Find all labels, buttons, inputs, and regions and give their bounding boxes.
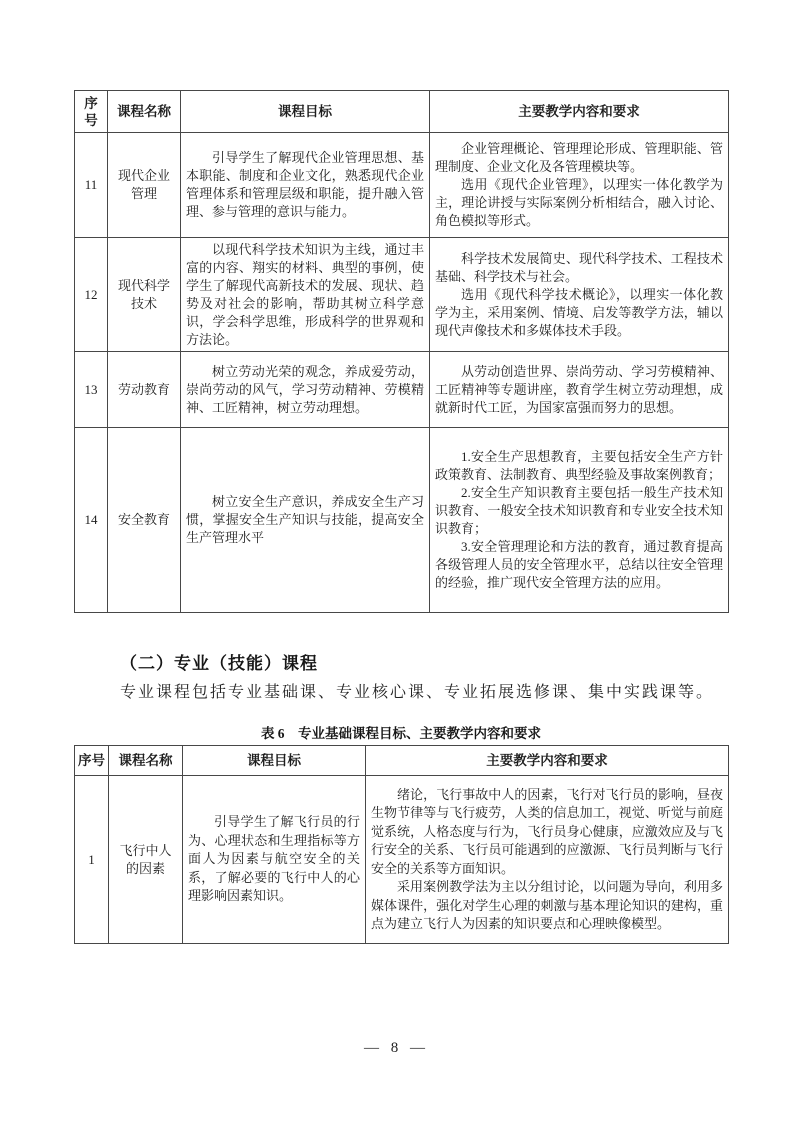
- course-content: 绪论，飞行事故中人的因素，飞行对飞行员的影响，昼夜生物节律等与飞行疲劳，人类的信息加工，视觉、听觉与前庭觉系统，人格态度与行为，飞行员身心健康，应激效应及与飞行安全的关系、飞行员可能遇到的应激源、飞行员判断与飞行安全的关系等方面知识。 采用案例教学法为主以分组讨论，以问题为导向，利用多媒体课件，强化对学生心理的刺激与基本理论知识的建构，重点为建立飞行人为因素的知识要点和心理映像模型。: [366, 776, 729, 944]
- header-cell-content: 主要教学内容和要求: [430, 91, 729, 133]
- course-name: 现代企业管理: [108, 133, 181, 238]
- professional-basic-courses-table: [74, 745, 729, 944]
- row-no: 1: [75, 776, 109, 944]
- course-name: 现代科学技术: [108, 238, 181, 352]
- course-goal: 树立劳动光荣的观念，养成爱劳动，崇尚劳动的风气，学习劳动精神、劳模精神、工匠精神，树立劳动理想。: [181, 352, 430, 428]
- course-goal: 以现代科学技术知识为主线，通过丰富的内容、翔实的材料、典型的事例，使学生了解现代高新技术的发展、现状、趋势及对社会的影响，帮助其树立科学意识，学会科学思维，形成科学的世界观和方法论。: [181, 238, 430, 352]
- course-name: 飞行中人的因素: [109, 776, 183, 944]
- header-cell-course: 课程名称: [108, 91, 181, 133]
- header-cell-goal: 课程目标: [181, 91, 430, 133]
- general-courses-table: [74, 90, 729, 613]
- table-row: [75, 352, 729, 428]
- header-cell-content: 主要教学内容和要求: [366, 746, 729, 776]
- course-goal: 引导学生了解现代企业管理思想、基本职能、制度和企业文化，熟悉现代企业管理体系和管理层级和职能，提升融入管理、参与管理的意识与能力。: [181, 133, 430, 238]
- table-header-row: [75, 746, 729, 776]
- course-name: 安全教育: [108, 428, 181, 613]
- course-goal: 树立安全生产意识，养成安全生产习惯，掌握安全生产知识与技能，提高安全生产管理水平: [181, 428, 430, 613]
- table-header-row: [75, 91, 729, 133]
- header-cell-no: 序号: [75, 91, 108, 133]
- table-row: [75, 133, 729, 238]
- row-no: 14: [75, 428, 108, 613]
- table-row: [75, 776, 729, 944]
- course-goal: 引导学生了解飞行员的行为、心理状态和生理指标等方面人为因素与航空安全的关系，了解必要的飞行中人的心理影响因素知识。: [183, 776, 366, 944]
- course-content: 科学技术发展简史、现代科学技术、工程技术基础、科学技术与社会。 选用《现代科学技术概论》，以理实一体化教学为主，采用案例、情境、启发等教学方法，辅以现代声像技术和多媒体技术手段。: [430, 238, 729, 352]
- course-content: 1.安全生产思想教育，主要包括安全生产方针政策教育、法制教育、典型经验及事故案例教育； 2.安全生产知识教育主要包括一般生产技术知识教育、一般安全技术知识教育和专业安全技术知识教育； 3.安全管理理论和方法的教育，通过教育提高各级管理人员的安全管理水平，总结以往安全管理的经验，推广现代安全管理方法的应用。: [430, 428, 729, 613]
- table-row: [75, 238, 729, 352]
- course-content: 企业管理概论、管理理论形成、管理职能、管理制度、企业文化及各管理模块等。 选用《现代企业管理》，以理实一体化教学为主，理论讲授与实际案例分析相结合，融入讨论、角色模拟等形式。: [430, 133, 729, 238]
- course-name: 劳动教育: [108, 352, 181, 428]
- header-cell-course: 课程名称: [109, 746, 183, 776]
- section-intro: 专业课程包括专业基础课、专业核心课、专业拓展选修课、集中实践课等。: [120, 684, 715, 701]
- header-cell-no: 序号: [75, 746, 109, 776]
- section-heading: （二）专业（技能）课程: [120, 654, 318, 673]
- table6-caption: 表 6 专业基础课程目标、主要教学内容和要求: [260, 726, 542, 741]
- table-row: [75, 428, 729, 613]
- row-no: 12: [75, 238, 108, 352]
- header-cell-goal: 课程目标: [183, 746, 366, 776]
- course-content: 从劳动创造世界、崇尚劳动、学习劳模精神、工匠精神等专题讲座，教育学生树立劳动理想，成就新时代工匠，为国家富强而努力的思想。: [430, 352, 729, 428]
- row-no: 11: [75, 133, 108, 238]
- page-number: — 8 —: [364, 1040, 429, 1056]
- row-no: 13: [75, 352, 108, 428]
